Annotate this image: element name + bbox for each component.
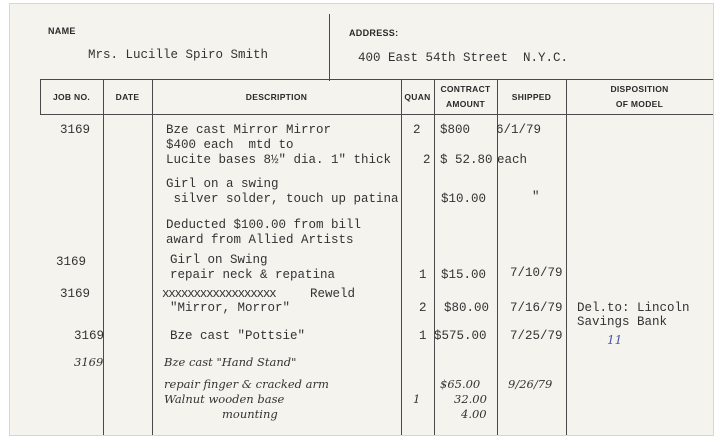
table-header-rule <box>40 114 713 115</box>
entry-4-amount: $15.00 <box>441 268 487 282</box>
entry-6-desc: Bze cast "Pottsie" <box>170 329 306 343</box>
col-header-amount: AMOUNT <box>445 99 486 109</box>
entry-7-amount-1: $65.00 <box>440 377 481 391</box>
col-line-date <box>152 79 153 435</box>
col-line-quan <box>434 79 435 435</box>
entry-5-disposition-2: Savings Bank <box>577 315 668 329</box>
entry-7-job: 3169 <box>74 355 104 369</box>
col-header-quan: QUAN <box>404 92 431 102</box>
entry-6-job: 3169 <box>74 329 105 343</box>
entry-6-disposition-handwritten: 11 <box>607 333 623 347</box>
entry-7-desc-line-3: Walnut wooden base <box>164 392 285 406</box>
entry-2-amount: $10.00 <box>441 192 487 206</box>
entry-6-shipped: 7/25/79 <box>510 329 563 343</box>
entry-5-quan: 2 <box>419 301 427 315</box>
table-top-rule <box>40 79 713 80</box>
address-value: 400 East 54th Street N.Y.C. <box>358 51 569 65</box>
entry-5-amount: $80.00 <box>444 301 490 315</box>
entry-5-desc-line-1: Reweld <box>310 287 356 301</box>
col-line-job <box>103 79 104 435</box>
address-label: ADDRESS: <box>349 28 399 38</box>
entry-7-desc-line-4: mounting <box>222 407 278 421</box>
name-value: Mrs. Lucille Spiro Smith <box>88 48 269 62</box>
col-header-shipped: SHIPPED <box>511 92 552 102</box>
entry-7-desc-line-1: Bze cast "Hand Stand" <box>164 355 297 369</box>
entry-7-quan: 1 <box>413 392 421 406</box>
col-header-date: DATE <box>115 92 140 102</box>
entry-1-shipped: 6/1/79 <box>496 123 542 137</box>
entry-1-shipped-note: each <box>497 153 528 167</box>
name-label: NAME <box>48 26 76 36</box>
entry-1-quan-1: 2 <box>413 123 421 137</box>
entry-1-job: 3169 <box>60 123 91 137</box>
entry-2-shipped: " <box>532 190 540 204</box>
col-header-description: DESCRIPTION <box>245 92 308 102</box>
entry-6-quan: 1 <box>419 329 427 343</box>
entry-5-job: 3169 <box>60 287 91 301</box>
entry-4-quan: 1 <box>419 268 427 282</box>
col-header-job-no: JOB NO. <box>52 92 91 102</box>
entry-7-amount-3: 4.00 <box>461 407 487 421</box>
entry-2-desc-line-2: silver solder, touch up patina <box>166 192 399 206</box>
entry-5-disposition-1: Del.to: Lincoln <box>577 301 690 315</box>
entry-3-desc-line-2: award from Allied Artists <box>166 233 354 247</box>
entry-4-desc-line-1: Girl on Swing <box>170 253 268 267</box>
entry-6-amount: $575.00 <box>434 329 487 343</box>
col-header-disposition: DISPOSITION <box>610 84 669 94</box>
entry-1-desc-line-1: Bze cast Mirror Mirror <box>166 123 332 137</box>
entry-4-shipped: 7/10/79 <box>510 266 563 280</box>
col-header-contract: CONTRACT <box>440 84 491 94</box>
col-line-desc <box>401 79 402 435</box>
entry-5-struck-text: xxxxxxxxxxxxxxxxxx <box>162 287 276 301</box>
entry-1-desc-line-2: $400 each mtd to <box>166 138 294 152</box>
entry-7-shipped: 9/26/79 <box>508 377 553 391</box>
entry-5-desc-line-2: "Mirror, Morror" <box>170 301 291 315</box>
entry-1-amount-1: $800 <box>440 123 471 137</box>
entry-7-desc-line-2: repair finger & cracked arm <box>164 377 329 391</box>
entry-1-amount-2: $ 52.80 <box>440 153 493 167</box>
col-line-shipped <box>566 79 567 435</box>
record-card <box>10 4 713 435</box>
entry-1-quan-2: 2 <box>423 153 431 167</box>
header-divider <box>329 14 330 81</box>
entry-7-amount-2: 32.00 <box>454 392 487 406</box>
entry-4-job: 3169 <box>56 255 87 269</box>
entry-2-desc-line-1: Girl on a swing <box>166 177 279 191</box>
entry-5-shipped: 7/16/79 <box>510 301 563 315</box>
entry-4-desc-line-2: repair neck & repatina <box>170 268 336 282</box>
entry-1-desc-line-3: Lucite bases 8½" dia. 1" thick <box>166 153 392 167</box>
col-header-of-model: OF MODEL <box>615 99 664 109</box>
entry-3-desc-line-1: Deducted $100.00 from bill <box>166 218 362 232</box>
